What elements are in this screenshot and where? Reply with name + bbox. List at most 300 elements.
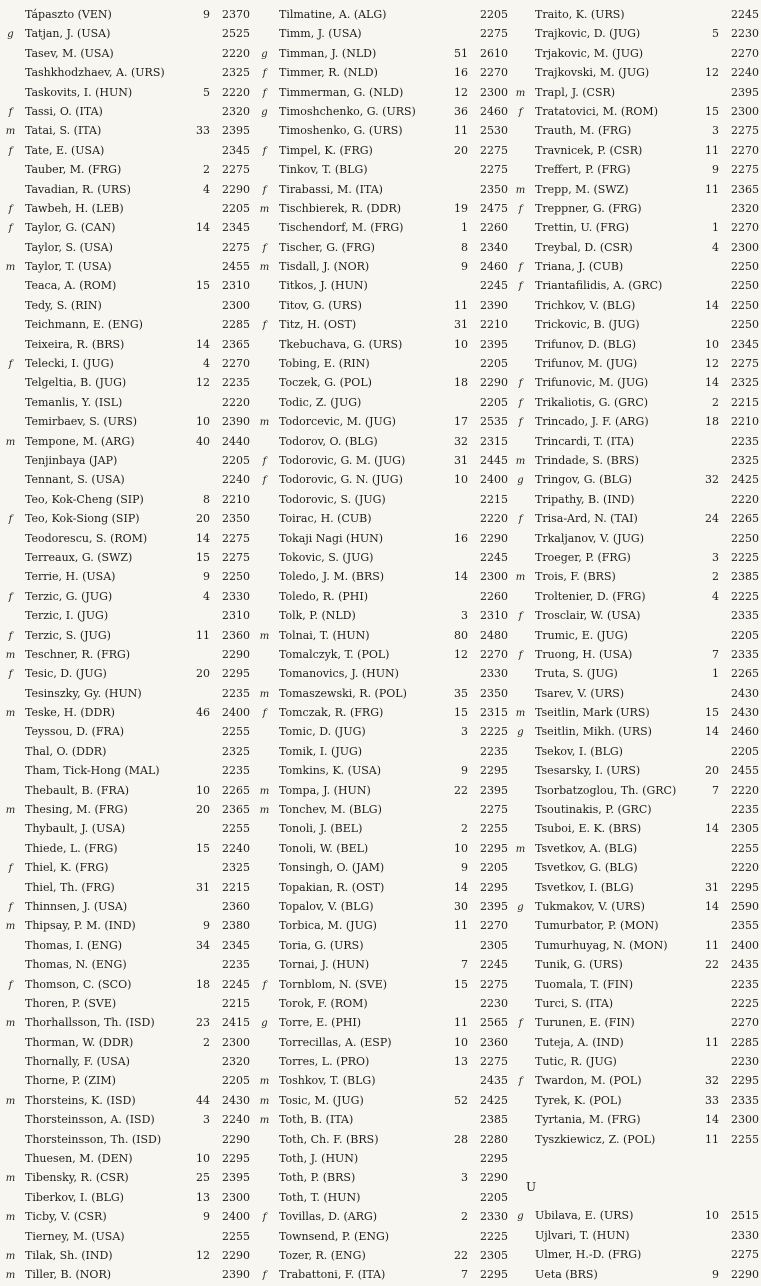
rating-value: 2250 <box>731 298 759 312</box>
player-name: Terzic, S. (JUG) <box>25 628 111 642</box>
player-name: Tischer, G. (FRG) <box>279 240 375 254</box>
title-marker: m <box>259 262 270 274</box>
player-name: Teske, H. (DDR) <box>25 706 115 720</box>
games-count: 14 <box>196 337 210 351</box>
player-name: Tilmatine, A. (ALG) <box>279 8 387 21</box>
player-row <box>2 315 250 334</box>
player-name: Taylor, G. (CAN) <box>25 221 116 235</box>
player-name: Tenjinbaya (JAP) <box>25 453 118 467</box>
rating-value: 2295 <box>480 1268 508 1282</box>
games-count: 2 <box>461 1210 468 1224</box>
player-row <box>256 470 508 489</box>
rating-value: 2275 <box>222 550 250 564</box>
rating-value: 2320 <box>222 1055 250 1069</box>
player-row <box>256 722 508 741</box>
title-marker: m <box>5 805 16 817</box>
player-name: Ubilava, E. (URS) <box>535 1209 634 1223</box>
title-marker: f <box>262 242 267 254</box>
rating-value: 2565 <box>480 1016 508 1030</box>
player-name: Telecki, I. (JUG) <box>25 357 114 371</box>
player-name: Trois, F. (BRS) <box>535 570 616 584</box>
rating-value: 2340 <box>480 240 508 254</box>
rating-value: 2335 <box>731 647 759 661</box>
player-name: Tringov, G. (BLG) <box>535 473 632 487</box>
rating-value: 2255 <box>222 725 250 739</box>
player-row <box>2 781 250 800</box>
rating-value: 2435 <box>480 1074 508 1088</box>
title-marker: m <box>5 921 16 933</box>
title-marker: m <box>259 630 270 642</box>
player-row <box>2 1130 250 1149</box>
rating-value: 2290 <box>480 376 508 390</box>
player-row <box>2 83 250 102</box>
rating-value: 2445 <box>480 453 508 467</box>
rating-value: 2325 <box>222 744 250 758</box>
player-name: Thybault, J. (USA) <box>25 822 126 836</box>
player-name: Terrie, H. (USA) <box>25 570 116 584</box>
player-name: Topalov, V. (BLG) <box>279 899 374 913</box>
player-name: Tovillas, D. (ARG) <box>279 1210 378 1224</box>
player-row <box>2 819 250 838</box>
games-count: 14 <box>454 570 468 584</box>
player-row <box>2 470 250 489</box>
player-row <box>256 24 508 43</box>
games-count: 40 <box>196 434 210 448</box>
title-marker: m <box>515 572 526 584</box>
player-name: Timm, J. (USA) <box>279 27 362 41</box>
title-marker: m <box>5 1173 16 1185</box>
games-count: 11 <box>705 182 719 196</box>
player-row <box>2 703 250 722</box>
player-name: Thomas, I. (ENG) <box>25 938 123 952</box>
player-name: Ticby, V. (CSR) <box>25 1210 107 1224</box>
games-count: 14 <box>705 822 719 836</box>
rating-value: 2515 <box>731 1209 759 1223</box>
rating-value: 2290 <box>480 1171 508 1185</box>
player-row <box>512 1226 759 1245</box>
player-name: Trajkovic, D. (JUG) <box>535 27 641 41</box>
rating-value: 2270 <box>731 143 759 157</box>
player-row <box>512 1091 759 1110</box>
player-row <box>256 994 508 1013</box>
title-marker: f <box>262 475 267 487</box>
player-row <box>2 121 250 140</box>
player-row <box>2 1168 250 1187</box>
player-name: Toth, T. (HUN) <box>279 1190 361 1204</box>
games-count: 1 <box>712 221 719 235</box>
rating-value: 2205 <box>480 861 508 875</box>
title-marker: m <box>5 649 16 661</box>
games-count: 18 <box>454 376 468 390</box>
title-marker: f <box>518 106 523 118</box>
rating-value: 2265 <box>731 667 759 681</box>
rating-value: 2460 <box>731 725 759 739</box>
player-name: Tedy, S. (RIN) <box>25 298 102 312</box>
player-row <box>256 373 508 392</box>
title-marker: f <box>8 203 13 215</box>
player-row <box>2 897 250 916</box>
player-row <box>512 645 759 664</box>
games-count: 12 <box>196 1249 210 1262</box>
rating-value: 2395 <box>480 337 508 351</box>
player-row <box>256 955 508 974</box>
player-row <box>512 44 759 63</box>
player-row <box>2 490 250 509</box>
games-count: 1 <box>461 221 468 235</box>
player-name: Teaca, A. (ROM) <box>25 279 117 293</box>
player-name: Taylor, S. (USA) <box>25 240 113 254</box>
title-marker: f <box>262 979 267 991</box>
player-row <box>256 1168 508 1187</box>
player-name: Trapl, J. (CSR) <box>535 85 616 99</box>
games-count: 13 <box>196 1190 210 1204</box>
player-name: Toshkov, T. (BLG) <box>279 1074 376 1088</box>
player-row <box>512 722 759 741</box>
player-row <box>256 1013 508 1032</box>
title-marker: f <box>8 514 13 526</box>
games-count: 10 <box>454 1035 468 1049</box>
games-count: 10 <box>196 783 210 797</box>
title-marker: m <box>515 843 526 855</box>
games-count: 9 <box>712 1267 719 1281</box>
title-marker: m <box>515 87 526 99</box>
rating-value: 2240 <box>731 66 759 80</box>
rating-value: 2590 <box>731 899 759 913</box>
rating-value: 2300 <box>222 1035 250 1049</box>
player-name: Telgeltia, B. (JUG) <box>25 376 127 390</box>
player-row <box>256 858 508 877</box>
player-name: Tomic, D. (JUG) <box>279 725 366 739</box>
player-name: Toledo, R. (PHI) <box>279 589 368 603</box>
title-marker: f <box>8 863 13 875</box>
rating-value: 2350 <box>480 182 508 196</box>
rating-value: 2315 <box>480 434 508 448</box>
player-name: Tischbierek, R. (DDR) <box>279 201 402 215</box>
player-name: Twardon, M. (POL) <box>535 1074 642 1088</box>
player-name: Toth, Ch. F. (BRS) <box>279 1132 379 1146</box>
rating-value: 2415 <box>222 1016 250 1030</box>
player-name: Thiede, L. (FRG) <box>25 841 118 855</box>
title-marker: f <box>518 1076 523 1088</box>
games-count: 32 <box>705 1074 719 1088</box>
player-row <box>2 529 250 548</box>
player-name: Tomkins, K. (USA) <box>279 764 381 778</box>
games-count: 32 <box>705 473 719 487</box>
player-row <box>512 393 759 412</box>
player-row <box>2 800 250 819</box>
rating-value: 2255 <box>731 1132 759 1146</box>
player-row <box>256 897 508 916</box>
player-name: Terzic, G. (JUG) <box>25 589 113 603</box>
player-row <box>2 24 250 43</box>
title-marker: f <box>262 455 267 467</box>
player-row <box>256 199 508 218</box>
player-row <box>256 335 508 354</box>
player-name: Toth, P. (BRS) <box>279 1171 356 1185</box>
rating-value: 2395 <box>480 783 508 797</box>
games-count: 3 <box>461 609 468 623</box>
games-count: 14 <box>454 880 468 894</box>
games-count: 8 <box>203 492 210 506</box>
player-row <box>256 645 508 664</box>
player-row <box>512 102 759 121</box>
player-row <box>256 800 508 819</box>
player-row <box>512 781 759 800</box>
rating-value: 2205 <box>480 8 508 21</box>
player-name: Titov, G. (URS) <box>279 298 362 312</box>
player-row <box>256 1188 508 1207</box>
player-row <box>512 839 759 858</box>
title-marker: m <box>5 1095 16 1107</box>
player-row <box>512 703 759 722</box>
player-name: Tumurbator, P. (MON) <box>535 919 659 933</box>
player-row <box>2 509 250 528</box>
rating-value: 2270 <box>731 46 759 60</box>
title-marker: g <box>517 901 524 913</box>
player-row <box>256 1033 508 1052</box>
rating-value: 2345 <box>222 221 250 235</box>
player-name: Tibensky, R. (CSR) <box>25 1171 129 1185</box>
player-name: Titkos, J. (HUN) <box>279 279 368 293</box>
rating-value: 2205 <box>222 201 250 215</box>
title-marker: g <box>261 48 268 60</box>
rating-value: 2350 <box>222 512 250 526</box>
player-row <box>2 102 250 121</box>
rating-value: 2330 <box>222 589 250 603</box>
rating-value: 2295 <box>480 764 508 778</box>
games-count: 33 <box>196 124 210 138</box>
games-count: 31 <box>705 880 719 894</box>
player-name: Tsvetkov, I. (BLG) <box>535 880 634 894</box>
player-row <box>512 180 759 199</box>
rating-value: 2290 <box>222 1249 250 1262</box>
rating-value: 2270 <box>731 1016 759 1030</box>
title-marker: f <box>262 1270 267 1282</box>
player-row <box>512 218 759 237</box>
rating-value: 2220 <box>731 783 759 797</box>
games-count: 7 <box>461 1268 468 1282</box>
rating-value: 2230 <box>731 1055 759 1069</box>
player-row <box>512 975 759 994</box>
rating-value: 2525 <box>222 27 250 41</box>
title-marker: f <box>8 591 13 603</box>
player-name: Tashkhodzhaev, A. (URS) <box>25 66 165 80</box>
player-row <box>512 276 759 295</box>
player-row <box>256 257 508 276</box>
games-count: 8 <box>461 240 468 254</box>
rating-value: 2400 <box>480 473 508 487</box>
player-name: Trickovic, B. (JUG) <box>535 318 640 332</box>
player-row <box>512 160 759 179</box>
rating-value: 2455 <box>222 260 250 274</box>
games-count: 9 <box>712 163 719 177</box>
player-row <box>512 24 759 43</box>
title-marker: f <box>262 320 267 332</box>
player-row <box>256 1149 508 1168</box>
player-row <box>2 432 250 451</box>
player-name: Tobing, E. (RIN) <box>279 357 370 371</box>
player-row <box>256 936 508 955</box>
rating-value: 2275 <box>731 1248 759 1262</box>
rating-value: 2400 <box>731 938 759 952</box>
games-count: 14 <box>705 899 719 913</box>
title-marker: f <box>8 106 13 118</box>
player-row <box>2 567 250 586</box>
title-marker: f <box>518 281 523 293</box>
games-count: 15 <box>196 841 210 855</box>
rating-value: 2230 <box>731 27 759 41</box>
player-row <box>2 257 250 276</box>
player-row <box>2 548 250 567</box>
player-name: Tsekov, I. (BLG) <box>535 744 623 758</box>
player-row <box>2 373 250 392</box>
player-row <box>512 761 759 780</box>
games-count: 10 <box>454 473 468 487</box>
rating-value: 2345 <box>222 143 250 157</box>
rating-value: 2250 <box>731 279 759 293</box>
player-name: Titz, H. (OST) <box>279 318 357 332</box>
player-row <box>2 839 250 858</box>
player-row <box>2 936 250 955</box>
player-name: Troeger, P. (FRG) <box>535 550 631 564</box>
rating-value: 2300 <box>731 240 759 254</box>
player-name: Tsarev, V. (URS) <box>535 686 625 700</box>
rating-value: 2235 <box>222 764 250 778</box>
games-count: 35 <box>454 686 468 700</box>
rating-value: 2295 <box>480 841 508 855</box>
title-marker: m <box>5 1251 16 1262</box>
rating-value: 2440 <box>222 434 250 448</box>
player-name: Tonsingh, O. (JAM) <box>279 861 385 875</box>
rating-value: 2455 <box>731 764 759 778</box>
player-name: Tsvetkov, G. (BLG) <box>535 861 638 875</box>
games-count: 11 <box>705 143 719 157</box>
player-name: Thomson, C. (SCO) <box>25 977 132 991</box>
player-row <box>256 684 508 703</box>
games-count: 25 <box>196 1171 210 1185</box>
rating-value: 2210 <box>480 318 508 332</box>
player-name: Tkebuchava, G. (URS) <box>279 337 403 351</box>
player-row <box>2 664 250 683</box>
player-name: Tasev, M. (USA) <box>25 46 114 60</box>
games-count: 7 <box>712 647 719 661</box>
player-row <box>512 936 759 955</box>
player-row <box>2 1071 250 1090</box>
rating-value: 2240 <box>222 473 250 487</box>
games-count: 19 <box>454 201 468 215</box>
player-name: Tuomala, T. (FIN) <box>535 977 634 991</box>
games-count: 20 <box>454 143 468 157</box>
rating-value: 2285 <box>731 1035 759 1049</box>
title-marker: f <box>8 223 13 235</box>
rating-value: 2330 <box>480 667 508 681</box>
games-count: 9 <box>461 260 468 274</box>
player-row <box>512 63 759 82</box>
games-count: 11 <box>705 938 719 952</box>
title-marker: f <box>518 514 523 526</box>
player-name: Ulmer, H.-D. (FRG) <box>535 1248 642 1262</box>
player-name: Tokovic, S. (JUG) <box>279 550 374 564</box>
player-name: Tirabassi, M. (ITA) <box>279 182 383 196</box>
games-count: 12 <box>454 85 468 99</box>
title-marker: f <box>262 708 267 720</box>
rating-value: 2295 <box>480 880 508 894</box>
title-marker: f <box>262 87 267 99</box>
rating-value: 2320 <box>222 104 250 118</box>
games-count: 51 <box>454 46 468 60</box>
player-name: Torrecillas, A. (ESP) <box>279 1035 392 1049</box>
player-name: Tunik, G. (URS) <box>535 958 623 972</box>
player-name: Todorovic, G. N. (JUG) <box>279 473 403 487</box>
games-count: 13 <box>454 1055 468 1069</box>
rating-value: 2220 <box>222 395 250 409</box>
rating-value: 2235 <box>222 686 250 700</box>
rating-value: 2245 <box>222 977 250 991</box>
player-row <box>2 916 250 935</box>
player-row <box>512 1052 759 1071</box>
player-name: Tisdall, J. (NOR) <box>279 260 370 274</box>
player-name: Torbica, M. (JUG) <box>279 919 377 933</box>
rating-value: 2385 <box>480 1113 508 1127</box>
rating-value: 2265 <box>222 783 250 797</box>
player-name: Thornally, F. (USA) <box>25 1055 130 1069</box>
rating-value: 2610 <box>480 46 508 60</box>
games-count: 11 <box>454 124 468 138</box>
title-marker: g <box>7 29 14 41</box>
rating-value: 2225 <box>731 996 759 1010</box>
player-name: Thorsteinsson, A. (ISD) <box>25 1113 155 1127</box>
rating-value: 2260 <box>480 589 508 603</box>
player-row <box>256 548 508 567</box>
games-count: 5 <box>712 27 719 41</box>
rating-value: 2205 <box>731 744 759 758</box>
title-marker: m <box>259 1115 270 1127</box>
player-name: Trkaljanov, V. (JUG) <box>535 531 644 545</box>
player-name: Trikaliotis, G. (GRC) <box>535 395 649 409</box>
games-count: 2 <box>461 822 468 836</box>
player-name: Tsoutinakis, P. (GRC) <box>535 803 652 817</box>
rating-value: 2475 <box>480 201 508 215</box>
rating-value: 2290 <box>222 182 250 196</box>
rating-value: 2260 <box>480 221 508 235</box>
rating-value: 2275 <box>480 27 508 41</box>
rating-value: 2370 <box>222 8 250 21</box>
player-name: Temanlis, Y. (ISL) <box>25 395 123 409</box>
rating-value: 2280 <box>480 1132 508 1146</box>
player-row <box>2 1052 250 1071</box>
player-name: Todorovic, S. (JUG) <box>279 492 386 506</box>
player-row <box>512 1013 759 1032</box>
rating-value: 2310 <box>222 279 250 293</box>
player-name: Temirbaev, S. (URS) <box>25 415 138 429</box>
player-name: Timpel, K. (FRG) <box>279 143 373 157</box>
player-row <box>256 529 508 548</box>
rating-value: 2250 <box>731 318 759 332</box>
player-row <box>512 878 759 897</box>
player-row <box>2 1110 250 1129</box>
rating-value: 2395 <box>480 899 508 913</box>
player-name: Trabattoni, F. (ITA) <box>279 1268 386 1282</box>
rating-value: 2315 <box>480 706 508 720</box>
player-name: Torre, E. (PHI) <box>279 1016 362 1030</box>
player-name: Tauber, M. (FRG) <box>25 163 122 177</box>
player-row <box>2 276 250 295</box>
games-count: 1 <box>712 667 719 681</box>
player-row <box>256 1091 508 1110</box>
rating-value: 2210 <box>731 415 759 429</box>
rating-value: 2275 <box>731 357 759 371</box>
player-row <box>2 218 250 237</box>
